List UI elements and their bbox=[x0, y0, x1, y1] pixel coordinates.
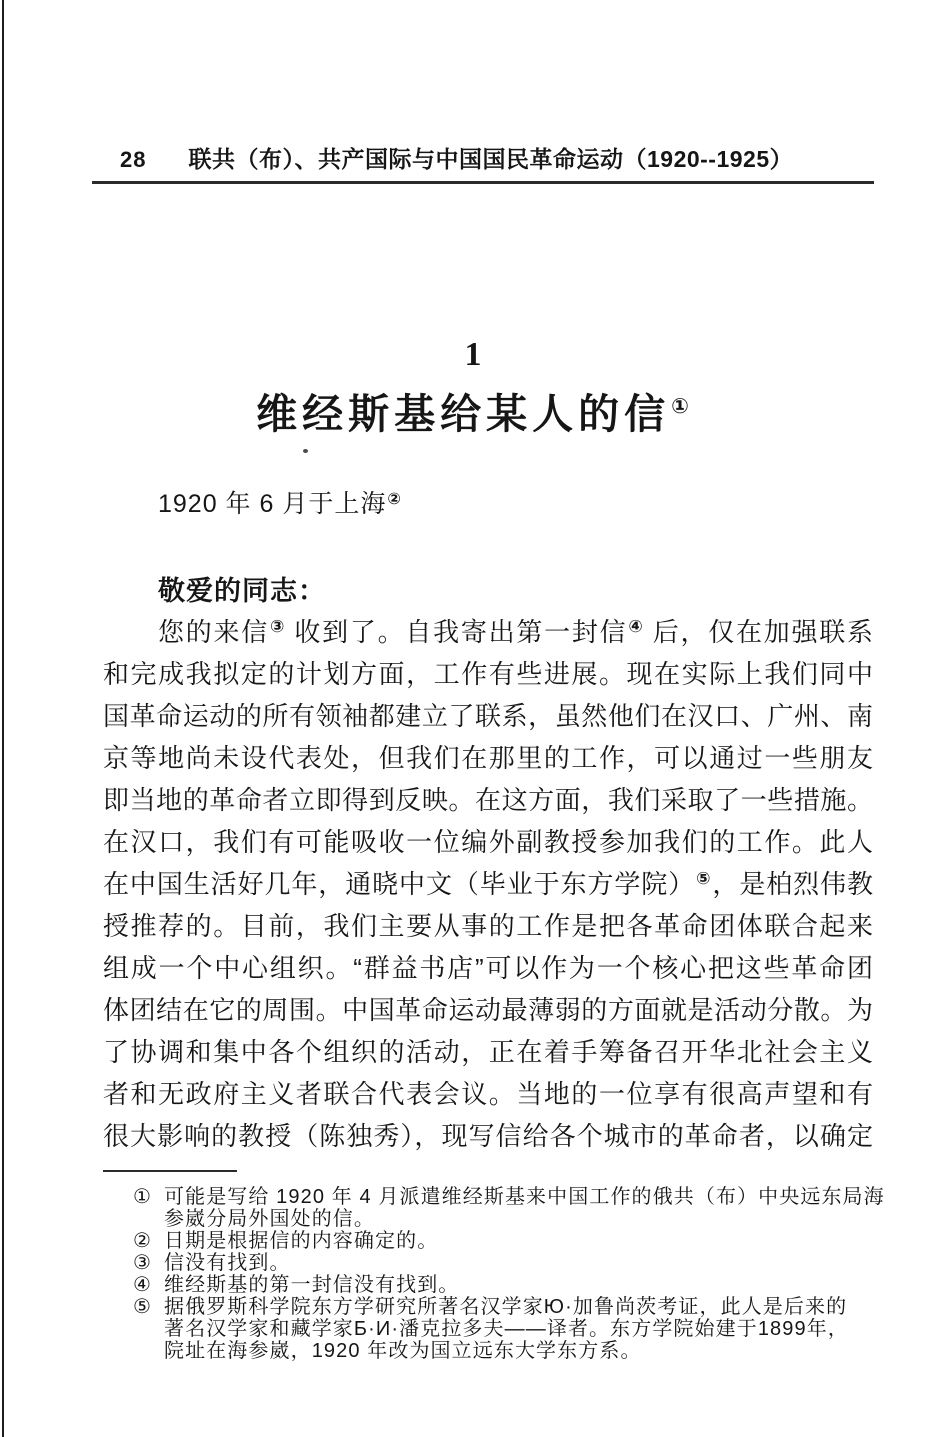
footnote-line: 参崴分局外国处的信。 bbox=[164, 1208, 375, 1230]
text-segment: 您的来信 bbox=[158, 617, 269, 647]
body-line bbox=[103, 737, 873, 779]
body-line bbox=[103, 1073, 873, 1115]
header-rule bbox=[92, 181, 874, 184]
text-segment: 京等地尚未设代表处，但我们在那里的工作，可以通过一些朋友 bbox=[103, 743, 873, 773]
text-segment: 了协调和集中各个组织的活动，正在着手筹备召开华北社会主义 bbox=[103, 1037, 873, 1067]
scan-speck bbox=[303, 449, 308, 453]
text-segment: 和完成我拟定的计划方面，工作有些进展。现在实际上我们同中 bbox=[103, 659, 873, 689]
footnote-text bbox=[164, 1274, 873, 1296]
text-segment: 后，仅在加强联系 bbox=[643, 617, 873, 647]
footnote-marker: ① bbox=[133, 1186, 153, 1208]
footnote-line: 据俄罗斯科学院东方学研究所著名汉学家Ю·加鲁尚茨考证，此人是后来的 bbox=[164, 1296, 848, 1318]
page-number: 28 bbox=[120, 147, 147, 172]
letter-body bbox=[103, 611, 873, 1157]
text-segment: 国革命运动的所有领袖都建立了联系，虽然他们在汉口、广州、南 bbox=[103, 701, 873, 731]
body-line bbox=[103, 695, 873, 737]
text-segment: 收到了。自我寄出第一封信 bbox=[285, 617, 628, 647]
text-segment: 在汉口，我们有可能吸收一位编外副教授参加我们的工作。此人 bbox=[103, 827, 873, 857]
footnote-item bbox=[133, 1230, 873, 1252]
footnote-marker: ⑤ bbox=[133, 1296, 153, 1318]
footnote-line: 著名汉学家和藏学家Б·И·潘克拉多夫——译者。东方学院始建于1899年， bbox=[164, 1318, 849, 1340]
footnote-ref-1: ① bbox=[671, 395, 689, 418]
body-line bbox=[103, 947, 873, 989]
body-line bbox=[103, 989, 873, 1031]
footnote-text bbox=[164, 1296, 873, 1362]
chapter-number: 1 bbox=[464, 336, 482, 373]
footnote-text bbox=[164, 1186, 885, 1230]
footnote-item bbox=[133, 1274, 873, 1296]
body-line bbox=[103, 653, 873, 695]
footnote-text bbox=[164, 1252, 873, 1274]
footnote-line: 信没有找到。 bbox=[164, 1252, 291, 1274]
book-title: 联共（布）、共产国际与中国国民革命运动（1920--1925） bbox=[188, 146, 794, 172]
footnote-separator bbox=[103, 1170, 237, 1172]
text-segment: 很大影响的教授（陈独秀），现写信给各个城市的革命者，以确定 bbox=[103, 1121, 873, 1151]
text-segment: 组成一个中心组织。“群益书店”可以作为一个核心把这些革命团 bbox=[103, 953, 873, 983]
footnote-line: 可能是写给 1920 年 4 月派遣维经斯基来中国工作的俄共（布）中央远东局海 bbox=[164, 1186, 885, 1208]
body-line bbox=[103, 779, 873, 821]
footnotes-list bbox=[133, 1186, 885, 1362]
dateline bbox=[158, 484, 402, 520]
page-header bbox=[120, 141, 880, 174]
text-segment: 体团结在它的周围。中国革命运动最薄弱的方面就是活动分散。为 bbox=[103, 995, 873, 1025]
body-line bbox=[103, 863, 873, 905]
chapter-title-text: 维经斯基给某人的信 bbox=[256, 391, 671, 437]
footnote-line: 维经斯基的第一封信没有找到。 bbox=[164, 1274, 460, 1296]
footnote-ref: ⑤ bbox=[696, 869, 711, 888]
footnote-text bbox=[164, 1230, 873, 1252]
body-line bbox=[103, 1115, 873, 1157]
footnote-item bbox=[133, 1186, 885, 1230]
footnote-item bbox=[133, 1252, 873, 1274]
body-line bbox=[103, 611, 873, 653]
footnote-marker: ③ bbox=[133, 1252, 153, 1274]
text-segment: 在中国生活好几年，通晓中文（毕业于东方学院） bbox=[103, 869, 696, 899]
text-segment: 即当地的革命者立即得到反映。在这方面，我们采取了一些措施。 bbox=[103, 785, 873, 815]
footnote-item bbox=[133, 1296, 873, 1362]
text-segment: 授推荐的。目前，我们主要从事的工作是把各革命团体联合起来 bbox=[103, 911, 873, 941]
footnote-ref: ④ bbox=[628, 617, 643, 636]
salutation: 敬爱的同志： bbox=[158, 576, 326, 606]
body-line bbox=[103, 821, 873, 863]
dateline-text: 1920 年 6 月于上海 bbox=[158, 490, 387, 518]
body-line bbox=[103, 905, 873, 947]
chapter-title bbox=[0, 381, 946, 440]
footnote-marker: ④ bbox=[133, 1274, 153, 1296]
scan-edge-line bbox=[2, 0, 4, 1437]
footnote-ref-2: ② bbox=[387, 491, 401, 508]
footnote-line: 院址在海参崴，1920 年改为国立远东大学东方系。 bbox=[164, 1340, 642, 1362]
footnote-line: 日期是根据信的内容确定的。 bbox=[164, 1230, 439, 1252]
text-segment: ，是柏烈伟教 bbox=[711, 869, 873, 899]
body-line bbox=[103, 1031, 873, 1073]
text-segment: 者和无政府主义者联合代表会议。当地的一位享有很高声望和有 bbox=[103, 1079, 873, 1109]
footnote-ref: ③ bbox=[270, 617, 285, 636]
footnote-marker: ② bbox=[133, 1230, 153, 1252]
